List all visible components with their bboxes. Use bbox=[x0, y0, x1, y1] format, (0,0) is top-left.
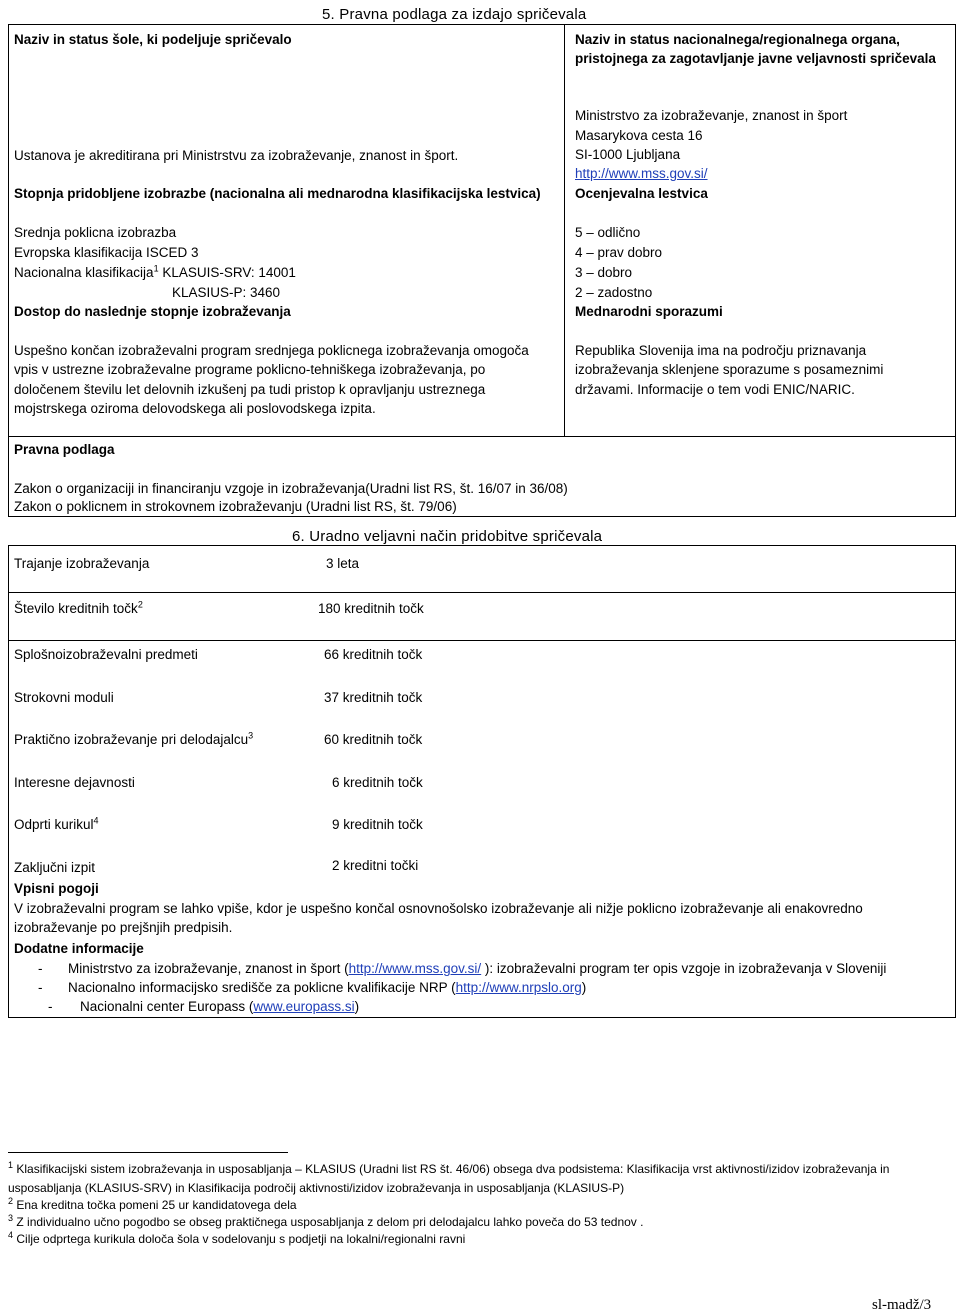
access-line-1: Uspešno končan izobraževalni program srednjega poklicnega izobraževanja omogoča bbox=[14, 343, 529, 358]
footnote-text: Cilje odprtega kurikula določa šola v sodelovanju s podjetji na lokalni/regionalni ravni bbox=[16, 1232, 466, 1246]
section6-title: 6. Uradno veljavni način pridobitve spričevala bbox=[292, 528, 603, 545]
footnote-1 bbox=[8, 1161, 889, 1178]
row-label-activities: Interesne dejavnosti bbox=[14, 775, 135, 790]
footnote-number: 1 bbox=[8, 1160, 14, 1170]
footnote-1-continued: usposabljanja (KLASIUS-SRV) in Klasifikacija področij aktivnosti/izidov izobraževanja in usposabljanja (KLASIUS-P) bbox=[8, 1181, 625, 1195]
ministry-name: Ministrstvo za izobraževanje, znanost in šport bbox=[575, 108, 848, 123]
section5-column-divider bbox=[564, 24, 565, 436]
level-line-3-code: KLASUIS-SRV: 14001 bbox=[158, 265, 296, 280]
row-value-vocational-modules: 37 kreditnih točk bbox=[324, 690, 423, 705]
row-label-practical-training bbox=[14, 730, 253, 749]
row-label-vocational-modules: Strokovni moduli bbox=[14, 690, 114, 705]
level-line-2: Evropska klasifikacija ISCED 3 bbox=[14, 245, 199, 260]
bullet-dash: - bbox=[48, 999, 53, 1014]
legal-heading: Pravna podlaga bbox=[14, 442, 115, 457]
row-label-open-curriculum bbox=[14, 815, 99, 834]
intl-line-3: državami. Informacije o tem vodi ENIC/NARIC. bbox=[575, 382, 855, 397]
footnote-number: 4 bbox=[8, 1230, 14, 1240]
footnote-text: Klasifikacijski sistem izobraževanja in usposabljanja – KLASIUS (Uradni list RS št. 46/06) obsega dva podsistema: Klasifikacija vrst aktivnosti/izidov izobraževanja in bbox=[16, 1162, 890, 1176]
row-value-duration: 3 leta bbox=[326, 556, 360, 571]
level-line-1: Srednja poklicna izobrazba bbox=[14, 225, 177, 240]
access-line-3: določenem številu let delovnih izkušenj pa tudi pristop k opravljanju ustreznega bbox=[14, 382, 486, 397]
ministry-street: Masarykova cesta 16 bbox=[575, 128, 703, 143]
footnote-separator bbox=[8, 1152, 288, 1153]
access-line-2: vpis v ustrezne izobraževalne programe poklicno-tehniškega izobraževanja, po bbox=[14, 362, 486, 377]
extra-ministry-text: Ministrstvo za izobraževanje, znanost in šport ( bbox=[68, 961, 349, 976]
section6-row-divider-1 bbox=[8, 592, 956, 593]
enrol-line-2: izobraževanje po prejšnjih predpisih. bbox=[14, 920, 233, 935]
access-line-4: mojstrskega oziroma delovodskega ali poslovodskega izpita. bbox=[14, 401, 376, 416]
row-label-duration: Trajanje izobraževanja bbox=[14, 556, 150, 571]
grading-heading: Ocenjevalna lestvica bbox=[575, 186, 708, 201]
row-label-final-exam: Zaključni izpit bbox=[14, 860, 96, 875]
footnote-number: 2 bbox=[8, 1196, 14, 1206]
footnote-ref-4: 4 bbox=[93, 815, 99, 826]
legal-line-2: Zakon o poklicnem in strokovnem izobraževanju (Uradni list RS, št. 79/06) bbox=[14, 499, 457, 514]
extra-nrp-text: Nacionalno informacijsko središče za poklicne kvalifikacije NRP ( bbox=[68, 980, 456, 995]
access-heading: Dostop do naslednje stopnje izobraževanja bbox=[14, 304, 291, 319]
school-name-header: Naziv in status šole, ki podeljuje spričevalo bbox=[14, 32, 292, 47]
open-curriculum-label: Odprti kurikul bbox=[14, 817, 94, 832]
intl-heading: Mednarodni sporazumi bbox=[575, 304, 723, 319]
intl-line-1: Republika Slovenija ima na področju priznavanja bbox=[575, 343, 867, 358]
row-value-activities: 6 kreditnih točk bbox=[332, 775, 423, 790]
footnote-2 bbox=[8, 1197, 297, 1214]
credits-label: Število kreditnih točk bbox=[14, 601, 138, 616]
section5-title: 5. Pravna podlaga za izdajo spričevala bbox=[322, 6, 587, 23]
bullet-dash: - bbox=[38, 961, 43, 976]
grade-3: 3 – dobro bbox=[575, 265, 633, 280]
extra-europass-text: Nacionalni center Europass ( bbox=[80, 999, 254, 1014]
enrol-line-1: V izobraževalni program se lahko vpiše, kdor je uspešno končal osnovnošolsko izobraževanje ali nižje poklicno izobraževanje ali enakovredno bbox=[14, 901, 863, 916]
row-value-open-curriculum: 9 kreditnih točk bbox=[332, 817, 423, 832]
level-heading: Stopnja pridobljene izobrazbe (nacionalna ali mednarodna klasifikacijska lestvica) bbox=[14, 186, 541, 201]
accreditation-text: Ustanova je akreditirana pri Ministrstvu za izobraževanje, znanost in šport. bbox=[14, 148, 459, 163]
footnote-text: Z individualno učno pogodbo se obseg praktičnega usposabljanja z delom pri delodajalcu lahko poveča do 53 tednov . bbox=[16, 1215, 644, 1229]
ministry-city: SI-1000 Ljubljana bbox=[575, 147, 681, 162]
grade-4: 4 – prav dobro bbox=[575, 245, 663, 260]
bullet-dash: - bbox=[38, 980, 43, 995]
extra-item-ministry bbox=[38, 959, 886, 978]
footnote-ref-1: 1 bbox=[153, 263, 159, 274]
footnote-text: Ena kreditna točka pomeni 25 ur kandidatovega dela bbox=[16, 1198, 297, 1212]
level-line-4: KLASIUS-P: 3460 bbox=[172, 285, 281, 300]
level-line-3 bbox=[14, 263, 296, 282]
enrol-heading: Vpisni pogoji bbox=[14, 881, 99, 896]
extra-item-europass bbox=[48, 997, 359, 1016]
extra-item-nrp bbox=[38, 978, 586, 997]
legal-line-1: Zakon o organizaciji in financiranju vzgoje in izobraževanja(Uradni list RS, št. 16/07 in 36/08) bbox=[14, 481, 568, 496]
row-label-credits bbox=[14, 599, 143, 618]
level-line-3-label: Nacionalna klasifikacija bbox=[14, 265, 154, 280]
section6-row-divider-2 bbox=[8, 640, 956, 641]
footnote-3 bbox=[8, 1214, 643, 1231]
footnote-ref-2: 2 bbox=[137, 599, 143, 610]
intl-line-2: izobraževanja sklenjene sporazume s posameznimi bbox=[575, 362, 884, 377]
ministry-link[interactable]: http://www.mss.gov.si/ bbox=[575, 166, 708, 181]
authority-header: Naziv in status nacionalnega/regionalnega organa, pristojnega za zagotavljanje javne veljavnosti spričevala bbox=[575, 32, 936, 66]
extra-nrp-link[interactable]: http://www.nrpslo.org bbox=[455, 980, 582, 995]
extra-europass-link[interactable]: www.europass.si bbox=[253, 999, 355, 1014]
row-value-practical-training: 60 kreditnih točk bbox=[324, 732, 423, 747]
section6-table bbox=[8, 545, 956, 1018]
footnote-ref-3: 3 bbox=[248, 730, 254, 741]
page-label: sl-madž/3 bbox=[872, 1297, 932, 1313]
section5-row-divider bbox=[8, 436, 956, 437]
footnote-number: 3 bbox=[8, 1213, 14, 1223]
extra-nrp-tail: ) bbox=[581, 980, 587, 995]
grade-5: 5 – odlično bbox=[575, 225, 641, 240]
practical-training-label: Praktično izobraževanje pri delodajalcu bbox=[14, 732, 249, 747]
extra-europass-tail: ) bbox=[354, 999, 360, 1014]
row-value-general-subjects: 66 kreditnih točk bbox=[324, 647, 423, 662]
extra-ministry-link[interactable]: http://www.mss.gov.si/ bbox=[348, 961, 482, 976]
extra-ministry-tail: ): izobraževalni program ter opis vzgoje in izobraževanja v Sloveniji bbox=[481, 961, 887, 976]
row-value-final-exam: 2 kreditni točki bbox=[332, 858, 419, 873]
row-label-general-subjects: Splošnoizobraževalni predmeti bbox=[14, 647, 198, 662]
extra-heading: Dodatne informacije bbox=[14, 941, 144, 956]
row-value-credits: 180 kreditnih točk bbox=[318, 601, 424, 616]
grade-2: 2 – zadostno bbox=[575, 285, 653, 300]
footnote-4 bbox=[8, 1231, 465, 1248]
